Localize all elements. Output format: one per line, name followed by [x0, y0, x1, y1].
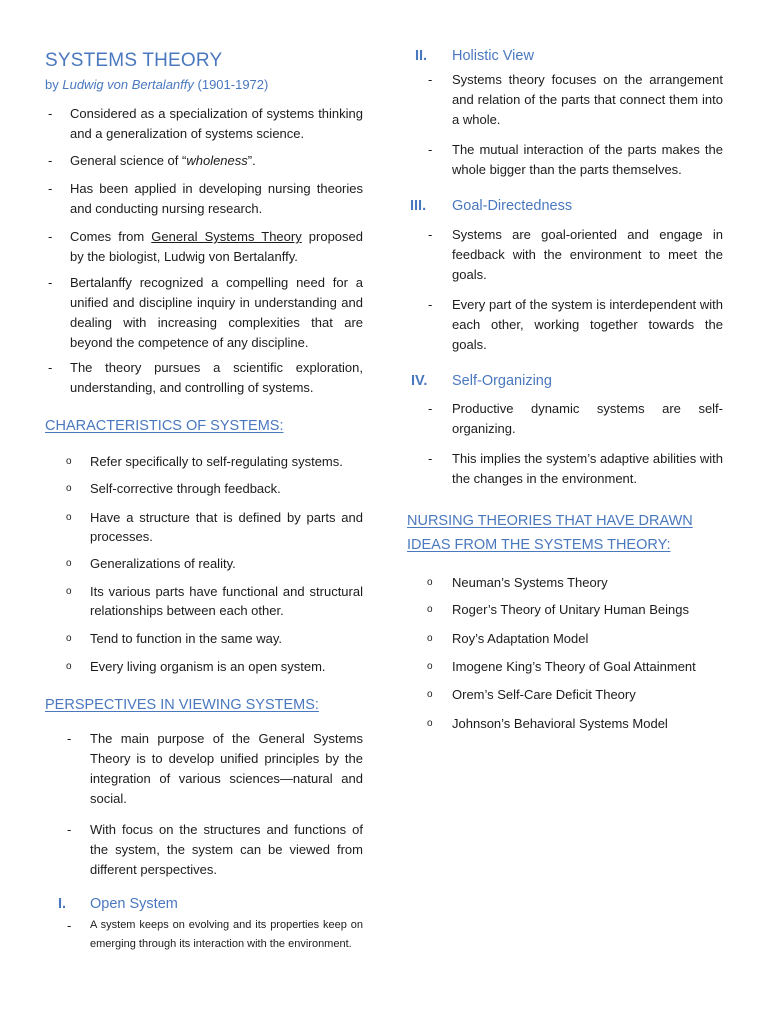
circle-bullet: o — [427, 633, 433, 644]
perspective-text: With focus on the structures and functions of the system, the system can be viewed from different perspectives. — [90, 822, 363, 877]
intro-item — [45, 151, 363, 171]
nursing-theory-text: Orem’s Self-Care Deficit Theory — [452, 687, 636, 702]
circle-bullet: o — [66, 633, 72, 644]
nursing-theories-heading: NURSING THEORIES THAT HAVE DRAWN IDEAS FROM THE SYSTEMS THEORY: — [407, 513, 693, 553]
intro-text — [70, 227, 363, 267]
dash-marker: - — [428, 297, 433, 312]
dash-marker: - — [428, 142, 433, 157]
view-item-text: Systems are goal-oriented and engage in feedback with the environment to meet the goals. — [452, 227, 723, 282]
intro-item — [45, 273, 363, 353]
dash-marker: - — [48, 181, 53, 196]
characteristic-text: Its various parts have functional and structural relationships between each other. — [90, 584, 363, 618]
view-self-organizing-item — [405, 449, 723, 489]
intro-text-pre: General science of “ — [70, 153, 187, 168]
perspectives-heading: PERSPECTIVES IN VIEWING SYSTEMS: — [45, 697, 319, 713]
characteristic-item — [45, 657, 363, 676]
page-title: SYSTEMS THEORY — [45, 50, 223, 71]
view-item-text: Every part of the system is interdependent with each other, working together towards the goals. — [452, 297, 723, 352]
general-systems-theory-term: General Systems Theory — [151, 229, 302, 244]
nursing-theory-item — [405, 629, 723, 648]
circle-bullet: o — [66, 483, 72, 494]
intro-text — [70, 151, 363, 171]
circle-bullet: o — [427, 661, 433, 672]
dash-marker: - — [48, 360, 53, 375]
view-item-text: A system keeps on evolving and its properties keep on emerging through its interaction with the environment. — [90, 919, 363, 950]
intro-text: Considered as a specialization of systems thinking and a generalization of systems science. — [70, 106, 363, 141]
intro-text-post: ”. — [247, 153, 256, 168]
dash-marker: - — [428, 227, 433, 242]
nursing-theory-item — [405, 657, 723, 676]
byline — [45, 77, 268, 92]
view-holistic-item — [405, 140, 723, 180]
nursing-theory-text: Imogene King’s Theory of Goal Attainment — [452, 659, 696, 674]
perspective-item — [45, 729, 363, 809]
dash-marker: - — [48, 275, 53, 290]
view-self-organizing-item — [405, 399, 723, 439]
view-item-text: This implies the system’s adaptive abilities with the changes in the environment. — [452, 451, 723, 486]
nursing-theory-text: Neuman’s Systems Theory — [452, 575, 608, 590]
view-numeral: IV. — [411, 373, 428, 389]
view-title: Holistic View — [452, 48, 534, 64]
circle-bullet: o — [66, 586, 72, 597]
perspective-text: The main purpose of the General Systems Theory is to develop unified principles by the integration of various sciences—natural and social. — [90, 731, 363, 806]
characteristic-text: Have a structure that is defined by parts and processes. — [90, 510, 363, 544]
dash-marker: - — [428, 72, 433, 87]
dash-marker: - — [428, 451, 433, 466]
view-open-system-item — [45, 916, 363, 954]
intro-item — [45, 227, 363, 267]
intro-text-emphasis: wholeness — [186, 153, 248, 168]
perspective-item — [45, 820, 363, 880]
view-goal-item — [405, 225, 723, 285]
dash-marker: - — [67, 918, 72, 933]
view-title: Self-Organizing — [452, 373, 552, 389]
view-item-text: Systems theory focuses on the arrangement and relation of the parts that connect them into a whole. — [452, 72, 723, 127]
circle-bullet: o — [427, 689, 433, 700]
nursing-theory-text: Roger’s Theory of Unitary Human Beings — [452, 602, 690, 617]
intro-text-post: proposed by the biologist, Ludwig von Bertalanffy. — [70, 229, 363, 264]
characteristic-text: Refer specifically to self-regulating systems. — [90, 454, 343, 469]
dash-marker: - — [48, 106, 53, 121]
nursing-theory-text: Johnson’s Behavioral Systems Model — [452, 716, 668, 731]
characteristic-text: Every living organism is an open system. — [90, 659, 326, 674]
view-holistic-item — [405, 70, 723, 130]
circle-bullet: o — [66, 661, 72, 672]
nursing-theory-text: Roy’s Adaptation Model — [452, 631, 589, 646]
characteristic-item — [45, 508, 363, 546]
byline-by: by — [45, 77, 59, 92]
dash-marker: - — [48, 229, 53, 244]
dash-marker: - — [67, 822, 72, 837]
circle-bullet: o — [427, 577, 433, 588]
characteristic-item — [45, 582, 363, 620]
dash-marker: - — [67, 731, 72, 746]
characteristic-text: Tend to function in the same way. — [90, 631, 282, 646]
circle-bullet: o — [427, 604, 433, 615]
intro-text-pre: Comes from — [70, 229, 152, 244]
intro-text: The theory pursues a scientific exploration, understanding, and controlling of systems. — [70, 360, 363, 395]
intro-item — [45, 179, 363, 219]
nursing-theory-item — [405, 714, 723, 733]
intro-text: Bertalanffy recognized a compelling need for a unified and discipline inquiry in understanding and dealing with increasing complexities that are beyond the competence of any discipline. — [70, 275, 363, 350]
author-years: (1901-1972) — [197, 77, 269, 92]
view-numeral: II. — [415, 48, 428, 64]
characteristic-item — [45, 554, 363, 573]
view-goal-item — [405, 295, 723, 355]
intro-item — [45, 104, 363, 144]
characteristic-item — [45, 629, 363, 648]
characteristic-text: Generalizations of reality. — [90, 556, 236, 571]
circle-bullet: o — [66, 456, 72, 467]
circle-bullet: o — [66, 512, 72, 523]
characteristic-item — [45, 479, 363, 498]
nursing-theory-item — [405, 685, 723, 704]
view-numeral: I. — [58, 896, 67, 912]
characteristics-heading: CHARACTERISTICS OF SYSTEMS: — [45, 418, 284, 434]
view-numeral: III. — [410, 198, 427, 214]
intro-text: Has been applied in developing nursing theories and conducting nursing research. — [70, 181, 363, 216]
dash-marker: - — [48, 153, 53, 168]
author-name: Ludwig von Bertalanffy — [62, 77, 194, 92]
nursing-theory-item — [405, 600, 723, 619]
nursing-theory-item — [405, 573, 723, 592]
characteristic-item — [45, 452, 363, 471]
view-title: Goal-Directedness — [452, 198, 573, 214]
circle-bullet: o — [66, 558, 72, 569]
view-title: Open System — [90, 896, 178, 912]
characteristic-text: Self-corrective through feedback. — [90, 481, 281, 496]
dash-marker: - — [428, 401, 433, 416]
view-item-text: The mutual interaction of the parts makes the whole bigger than the parts themselves. — [452, 142, 723, 177]
circle-bullet: o — [427, 718, 433, 729]
intro-item — [45, 358, 363, 398]
view-item-text: Productive dynamic systems are self-organizing. — [452, 401, 723, 436]
